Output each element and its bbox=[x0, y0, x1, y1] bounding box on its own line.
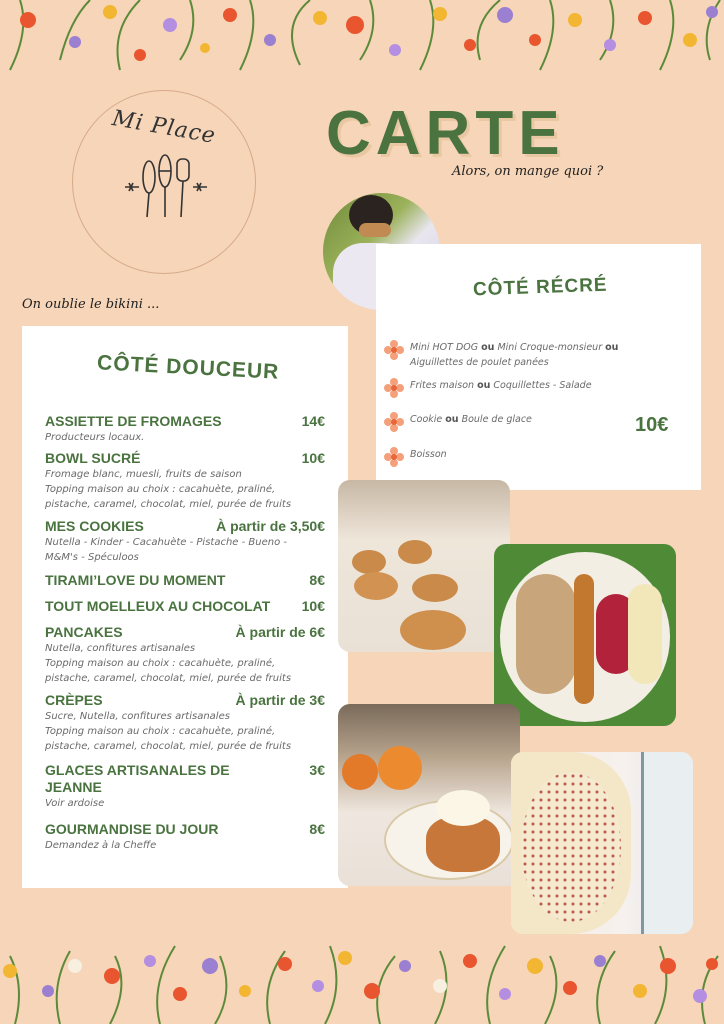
flower-bullet-icon bbox=[384, 412, 404, 432]
douceur-title: CÔTÉ DOUCEUR bbox=[96, 351, 280, 384]
item-desc: Demandez à la Cheffe bbox=[45, 840, 157, 851]
brand-logo-text: Mi Place bbox=[110, 106, 218, 149]
recre-item bbox=[384, 340, 640, 370]
item-price: 3€ bbox=[309, 762, 325, 778]
item-price: 14€ bbox=[301, 413, 325, 429]
recre-title: CÔTÉ RÉCRÉ bbox=[472, 274, 608, 301]
recre-item-text: Frites maison ou Coquillettes - Salade bbox=[410, 380, 592, 391]
item-price: 8€ bbox=[309, 572, 325, 588]
flower-border-top bbox=[0, 0, 724, 78]
item-desc: M&M's - Spéculoos bbox=[45, 552, 139, 563]
menu-item bbox=[45, 598, 325, 615]
item-desc: Fromage blanc, muesli, fruits de saison bbox=[45, 469, 242, 480]
item-desc: Topping maison au choix : cacahuète, praliné, bbox=[45, 484, 276, 495]
recre-item bbox=[384, 447, 640, 467]
item-desc: Topping maison au choix : cacahuète, praliné, bbox=[45, 726, 276, 737]
item-desc: Producteurs locaux. bbox=[45, 432, 145, 443]
page-subtitle: Alors, on mange quoi ? bbox=[452, 164, 604, 179]
item-desc: pistache, caramel, chocolat, miel, purée de fruits bbox=[45, 673, 292, 684]
item-name: ASSIETTE DE FROMAGES bbox=[45, 413, 222, 429]
photo-cream-puff bbox=[338, 704, 520, 886]
item-desc: Nutella - Kinder - Cacahuète - Pistache - Bueno - bbox=[45, 537, 288, 548]
recre-item bbox=[384, 378, 640, 398]
recre-item-text: Boisson bbox=[410, 449, 447, 460]
item-price: 8€ bbox=[309, 821, 325, 837]
flower-bullet-icon bbox=[384, 340, 404, 360]
item-name: GLACES ARTISANALES DE JEANNE bbox=[45, 762, 230, 795]
item-name: GOURMANDISE DU JOUR bbox=[45, 821, 219, 837]
item-price: À partir de 3,50€ bbox=[216, 518, 325, 534]
flower-bullet-icon bbox=[384, 447, 404, 467]
item-price: À partir de 6€ bbox=[235, 624, 325, 640]
menu-item bbox=[45, 518, 325, 565]
item-name: MES COOKIES bbox=[45, 518, 144, 534]
item-desc: pistache, caramel, chocolat, miel, purée de fruits bbox=[45, 741, 292, 752]
recre-item-text: Cookie ou Boule de glace bbox=[410, 414, 532, 425]
item-desc: Voir ardoise bbox=[45, 798, 105, 809]
recre-item bbox=[384, 412, 640, 432]
item-desc: Sucre, Nutella, confitures artisanales bbox=[45, 711, 230, 722]
photo-fruit-bowl bbox=[494, 544, 676, 726]
photo-crepe bbox=[511, 752, 693, 934]
flower-bullet-icon bbox=[384, 378, 404, 398]
recre-card bbox=[376, 244, 701, 490]
item-price: À partir de 3€ bbox=[235, 692, 325, 708]
logo-circle bbox=[72, 90, 256, 274]
item-price: 10€ bbox=[301, 450, 325, 466]
flower-border-bottom bbox=[0, 936, 724, 1024]
menu-item bbox=[45, 624, 325, 686]
menu-item bbox=[45, 450, 325, 512]
menu-item bbox=[45, 413, 325, 445]
menu-item bbox=[45, 572, 325, 589]
page-title: CARTE bbox=[326, 99, 565, 168]
item-desc: pistache, caramel, chocolat, miel, purée de fruits bbox=[45, 499, 292, 510]
menu-item bbox=[45, 821, 325, 853]
item-name: CRÈPES bbox=[45, 692, 103, 708]
menu-item bbox=[45, 692, 325, 754]
item-name: BOWL SUCRÉ bbox=[45, 450, 141, 466]
item-name: TOUT MOELLEUX AU CHOCOLAT bbox=[45, 598, 271, 614]
item-name: PANCAKES bbox=[45, 624, 123, 640]
recre-price: 10€ bbox=[635, 414, 669, 436]
item-price: 10€ bbox=[301, 598, 325, 614]
tagline: On oublie le bikini ... bbox=[22, 297, 160, 312]
item-desc: Nutella, confitures artisanales bbox=[45, 643, 196, 654]
whisk-spatula-icon bbox=[123, 151, 207, 221]
menu-item bbox=[45, 762, 325, 811]
item-name: TIRAMI’LOVE DU MOMENT bbox=[45, 572, 226, 588]
item-desc: Topping maison au choix : cacahuète, praliné, bbox=[45, 658, 276, 669]
photo-cookies bbox=[338, 480, 510, 652]
douceur-card bbox=[22, 326, 348, 888]
recre-item-text: Mini HOT DOG ou Mini Croque-monsieur ou Aiguillettes de poulet panées bbox=[410, 342, 619, 368]
